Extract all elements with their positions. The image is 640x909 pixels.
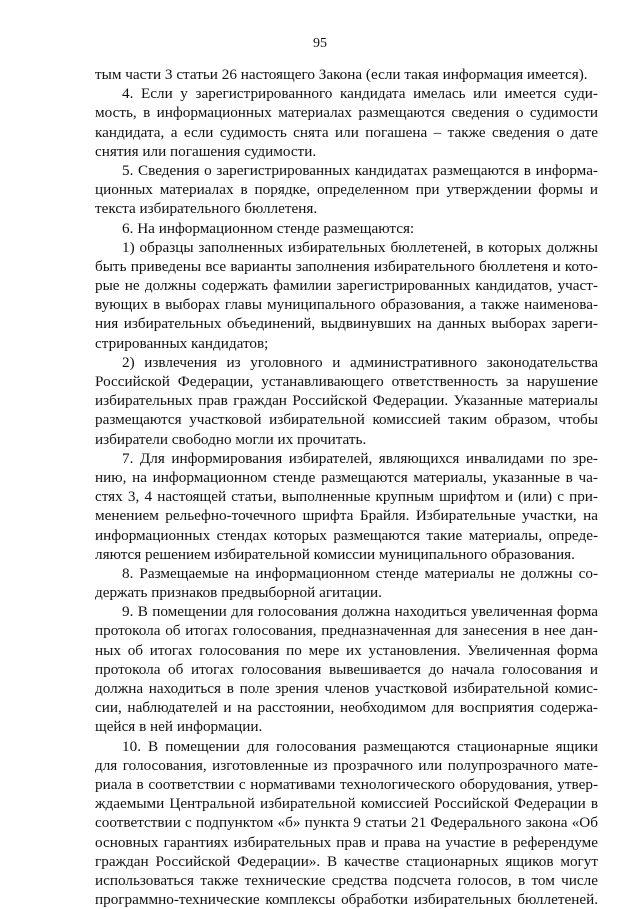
text-line: 4. Если у зарегистрированного кандидата имелась или имеется суди- — [122, 85, 598, 103]
text-line: щейся в ней информации. — [95, 718, 263, 736]
text-line: 5. Сведения о зарегистрированных кандидатах размещаются в информа- — [122, 161, 598, 179]
text-line: для голосования, изготовленные из прозрачного или полупрозрачного мате- — [95, 756, 598, 774]
text-line: 2) извлечения из уголовного и административного законодательства — [122, 353, 598, 371]
page-number: 95 — [313, 36, 327, 51]
page-body — [95, 65, 598, 909]
text-line: 1) образцы заполненных избирательных бюллетеней, в которых должны — [122, 238, 598, 256]
text-line: избиратели свободно могли их прочитать. — [95, 430, 367, 448]
text-line: менением рельефно-точечного шрифта Брайля. Избирательные участки, на — [95, 507, 598, 525]
text-line: использоваться также технические средства подсчета голосов, в том числе — [95, 871, 598, 889]
text-line: риала в соответствии с нормативами технологического оборудования, утвер- — [95, 775, 598, 793]
text-line: основных гарантиях избирательных прав и права на участие в референдуме — [95, 833, 598, 851]
text-line: рые не должны содержать фамилии зарегистрированных кандидатов, участ- — [95, 277, 598, 295]
text-line: ния избирательных объединений, выдвинувших на данных выборах зареги- — [95, 315, 598, 333]
text-line: кандидата, а если судимость снята или погашена – также сведения о дате — [95, 123, 598, 141]
text-line: ционных материалах в порядке, определенном при утверждении формы и — [95, 181, 598, 199]
text-line: 10. В помещении для голосования размещаются стационарные ящики — [122, 737, 598, 755]
text-line: стрированных кандидатов; — [95, 334, 269, 352]
text-line: информационных стендах которых размещаются такие материалы, опреде- — [95, 526, 598, 544]
text-line: протокола об итогах голосования, предназначенная для занесения в нее дан- — [95, 622, 598, 640]
text-line: соответствии с подпунктом «б» пункта 9 статьи 21 Федерального закона «Об — [95, 814, 598, 832]
text-line: Российской Федерации, устанавливающего ответственность за нарушение — [95, 373, 598, 390]
text-line: текста избирательного бюллетеня. — [95, 200, 318, 218]
text-line: быть приведены все варианты заполнения избирательного бюллетеня и кото- — [95, 257, 598, 275]
text-line: снятия или погашения судимости. — [95, 142, 317, 160]
text-line: протокола об итогах голосования вывешивается до начала голосования и — [95, 660, 598, 678]
text-line: размещаются участковой избирательной комиссией таким образом, чтобы — [95, 411, 598, 429]
text-line: 8. Размещаемые на информационном стенде материалы не должны со- — [122, 564, 598, 582]
text-line: нию, на информационном стенде размещаются материалы, указанные в ча- — [95, 468, 598, 486]
text-line: программно-технические комплексы обработки избирательных бюллетеней. — [95, 891, 598, 909]
text-line: вующих в выборах главы муниципального образования, а также наименова- — [95, 296, 598, 314]
text-line: мость, в информационных материалах размещаются сведения о судимости — [95, 104, 598, 122]
text-line: избирательных прав граждан Российской Федерации. Указанные материалы — [95, 392, 598, 410]
text-line: ляются решением избирательной комиссии муниципального образования. — [95, 545, 575, 563]
text-line: сии, наблюдателей и на расстоянии, необходимом для восприятия содержа- — [95, 699, 598, 717]
text-line: ждаемыми Центральной избирательной комиссией Российской Федерации в — [95, 795, 598, 813]
text-line: держать признаков предвыборной агитации. — [95, 584, 382, 602]
text-line: стях 3, 4 настоящей статьи, выполненные крупным шрифтом и (или) с при- — [95, 488, 598, 506]
text-line: 6. На информационном стенде размещаются: — [122, 219, 415, 237]
text-line: тым части 3 статьи 26 настоящего Закона (если такая информация имеется). — [95, 66, 588, 83]
text-line: ных об итогах голосования по мере их установления. Увеличенная форма — [95, 641, 598, 659]
text-line: 7. Для информирования избирателей, являющихся инвалидами по зре- — [122, 449, 598, 467]
text-line: должна находиться в поле зрения членов участковой избирательной комис- — [95, 680, 598, 697]
text-line: 9. В помещении для голосования должна находиться увеличенная форма — [122, 603, 598, 621]
text-line: граждан Российской Федерации». В качестве стационарных ящиков могут — [95, 852, 598, 870]
